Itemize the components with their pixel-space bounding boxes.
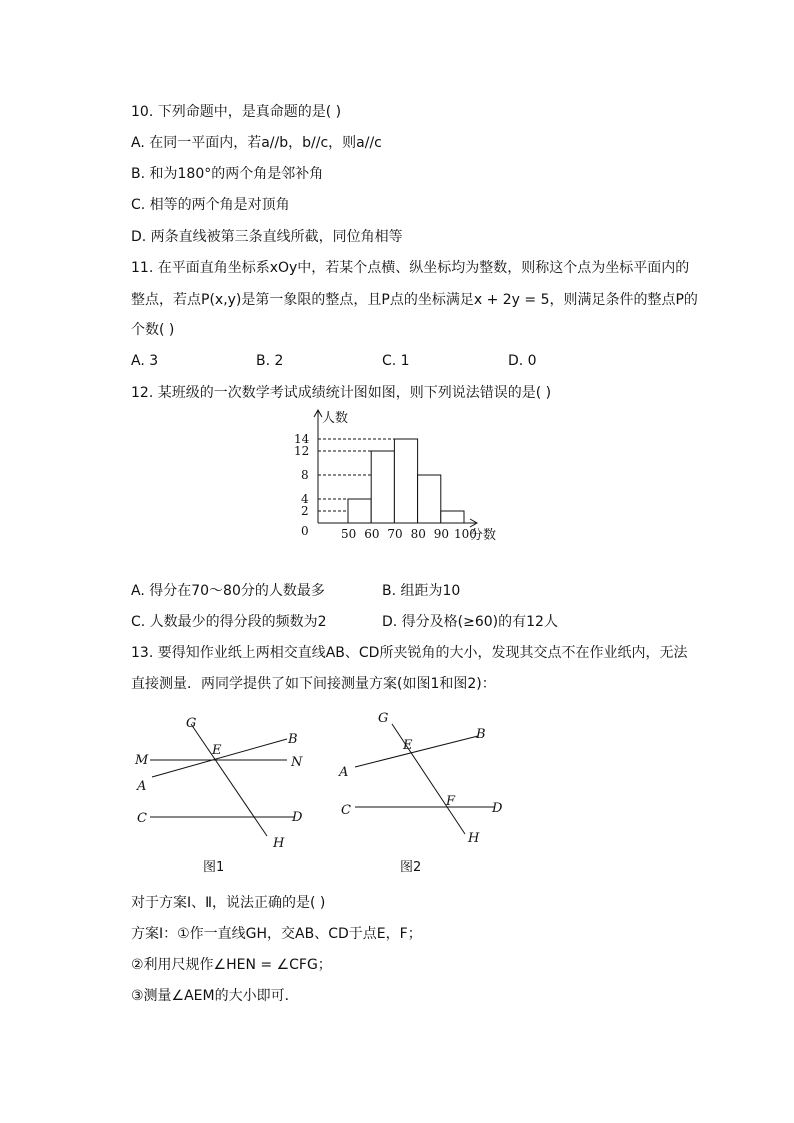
x-tick-label: 80	[410, 527, 426, 541]
histogram-bar-60-70	[371, 451, 394, 523]
histogram-bar-70-80	[394, 439, 417, 523]
q11-stem-line1: 11. 在平面直角坐标系xOy中，若某个点横、纵坐标均为整数，则称这个点为坐标平面内的	[131, 260, 690, 276]
q10-option-a: A. 在同一平面内，若a//b，b//c，则a//c	[131, 135, 382, 151]
q13-plan-step2: ②利用尺规作∠HEN = ∠CFG；	[131, 957, 332, 973]
label-e: E	[212, 743, 222, 758]
label-f: F	[446, 794, 456, 809]
q12-stem: 12. 某班级的一次数学考试成绩统计图如图，则下列说法错误的是( )	[131, 385, 552, 401]
label-d: D	[492, 801, 503, 816]
label-m: M	[135, 753, 149, 768]
figure-1-caption: 图1	[203, 860, 225, 875]
y-tick-label: 0	[301, 524, 309, 538]
q13-stem-line1: 13. 要得知作业纸上两相交直线AB、CD所夹锐角的大小，发现其交点不在作业纸内，无法	[131, 645, 688, 661]
label-a: A	[137, 779, 147, 794]
q12-option-a: A. 得分在70～80分的人数最多	[131, 583, 325, 599]
q13-question: 对于方案Ⅰ、Ⅱ，说法正确的是( )	[131, 895, 326, 911]
x-tick-label: 60	[364, 527, 380, 541]
label-d: D	[292, 810, 303, 825]
y-axis-title: 人数	[322, 411, 349, 426]
histogram-bar-80-90	[418, 475, 441, 523]
y-tick-label: 14	[294, 432, 310, 446]
q11-option-a: A. 3	[131, 353, 159, 369]
y-tick-label: 8	[301, 468, 309, 482]
y-tick-label: 12	[294, 444, 310, 458]
x-tick-label: 70	[387, 527, 403, 541]
label-c: C	[341, 803, 351, 818]
x-tick-label: 90	[433, 527, 450, 541]
label-h: H	[468, 831, 480, 846]
label-g: G	[186, 716, 197, 731]
label-h: H	[273, 836, 285, 851]
q13-stem-line2: 直接测量．两同学提供了如下间接测量方案(如图1和图2)：	[131, 676, 496, 692]
q12-option-c: C. 人数最少的得分段的频数为2	[131, 614, 327, 630]
line-ab	[355, 736, 478, 767]
y-tick-label: 4	[301, 492, 309, 506]
x-tick-label: 100	[454, 527, 477, 541]
label-n: N	[291, 755, 303, 770]
q11-option-d: D. 0	[508, 353, 537, 369]
label-b: B	[476, 727, 486, 742]
y-tick-label: 2	[301, 504, 309, 518]
q12-option-b: B. 组距为10	[382, 583, 461, 599]
label-g: G	[378, 711, 389, 726]
label-c: C	[137, 811, 147, 826]
figure-1	[125, 712, 325, 875]
label-e: E	[403, 738, 413, 753]
q10-stem: 10. 下列命题中，是真命题的是( )	[131, 104, 342, 120]
x-tick-label: 50	[341, 527, 357, 541]
q11-option-c: C. 1	[382, 353, 410, 369]
label-a: A	[339, 765, 349, 780]
line-gh	[191, 724, 267, 836]
histogram-bar-50-60	[348, 499, 371, 523]
figure-2	[330, 711, 530, 875]
q13-plan-step3: ③测量∠AEM的大小即可．	[131, 988, 299, 1004]
q11-stem-line3: 个数( )	[131, 322, 175, 338]
q12-option-d: D. 得分及格(≥60)的有12人	[382, 614, 558, 630]
figure-2-caption: 图2	[400, 860, 422, 875]
x-axis-title: 分数	[470, 528, 497, 543]
histogram-chart	[290, 405, 510, 545]
label-b: B	[288, 732, 298, 747]
q11-stem-line2: 整点，若点P(x,y)是第一象限的整点，且P点的坐标满足x + 2y = 5，则满足条件的整点P的	[131, 292, 698, 308]
histogram-bar-90-100	[441, 511, 464, 523]
q10-option-b: B. 和为180°的两个角是邻补角	[131, 166, 324, 182]
q10-option-d: D. 两条直线被第三条直线所截，同位角相等	[131, 229, 403, 245]
q11-option-b: B. 2	[256, 353, 284, 369]
q10-option-c: C. 相等的两个角是对顶角	[131, 197, 290, 213]
q13-plan-step1: 方案Ⅰ：①作一直线GH，交AB、CD于点E，F；	[131, 926, 422, 942]
